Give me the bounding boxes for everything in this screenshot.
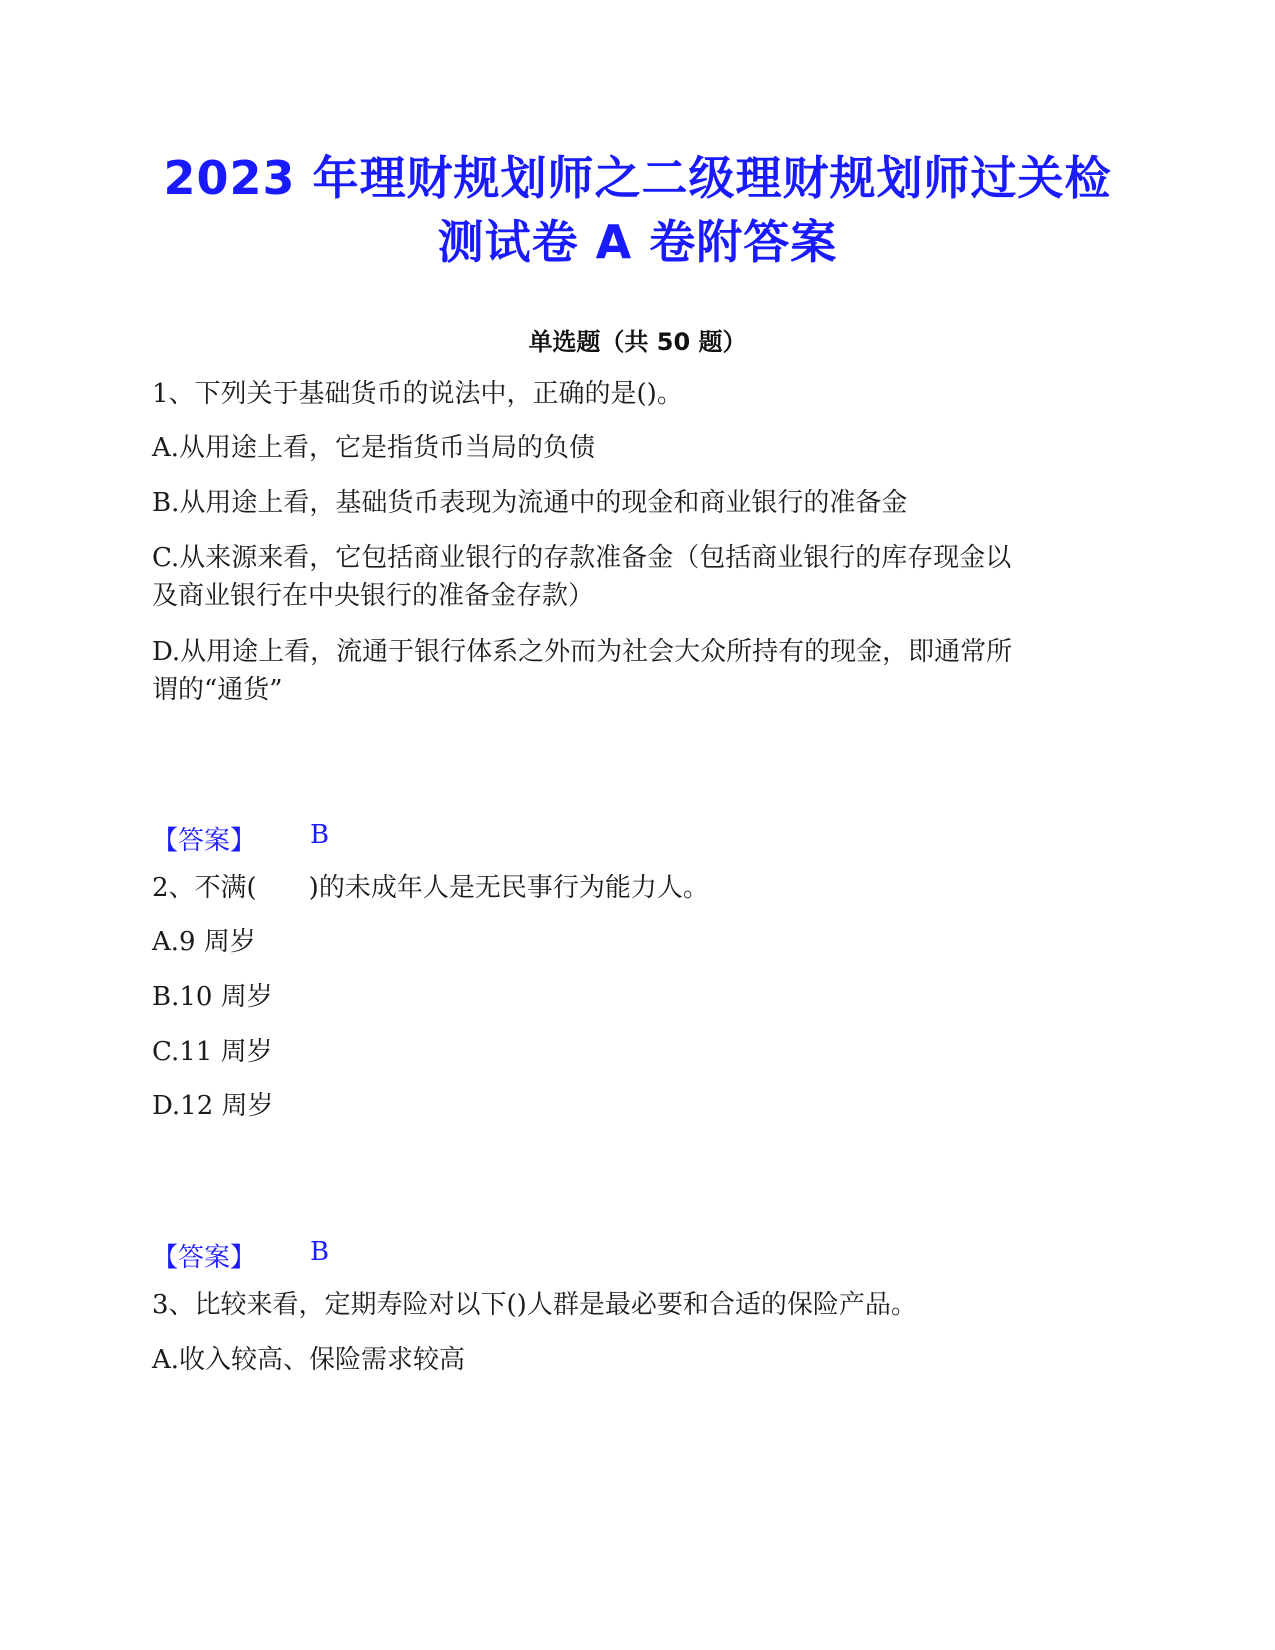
document-title-line-2: 测试卷 A 卷附答案 [437, 215, 838, 269]
question-2-option-c: C.11 周岁 [152, 1037, 273, 1067]
question-1-option-d: D.从用途上看，流通于银行体系之外而为社会大众所持有的现金，即通常所 [152, 637, 1013, 667]
answer-value: B [310, 820, 330, 850]
question-1-option-c-cont: 及商业银行在中央银行的准备金存款） [152, 581, 595, 611]
section-heading: 单选题（共 50 题） [528, 328, 747, 356]
answer-value: B [310, 1237, 330, 1267]
question-3-stem: 3、比较来看，定期寿险对以下()人群是最必要和合适的保险产品。 [152, 1290, 917, 1320]
question-1-option-d-cont: 谓的“通货” [152, 675, 283, 705]
answer-label: 【答案】 [152, 826, 257, 856]
question-2-stem: 2、不满( )的未成年人是无民事行为能力人。 [152, 873, 709, 903]
question-1-option-b: B.从用途上看，基础货币表现为流通中的现金和商业银行的准备金 [152, 488, 908, 518]
document-title-line-1: 2023 年理财规划师之二级理财规划师过关检 [163, 151, 1112, 205]
question-3-option-a: A.收入较高、保险需求较高 [152, 1345, 466, 1375]
question-2-answer [152, 1237, 330, 1274]
question-2-option-b: B.10 周岁 [152, 982, 273, 1012]
question-2-option-a: A.9 周岁 [152, 927, 256, 957]
answer-label: 【答案】 [152, 1243, 257, 1273]
question-2-option-d: D.12 周岁 [152, 1091, 274, 1121]
question-1-answer [152, 820, 330, 857]
question-1-option-a: A.从用途上看，它是指货币当局的负债 [152, 433, 596, 463]
question-1-stem: 1、下列关于基础货币的说法中，正确的是()。 [152, 379, 683, 409]
question-1-option-c: C.从来源来看，它包括商业银行的存款准备金（包括商业银行的库存现金以 [152, 543, 1012, 573]
